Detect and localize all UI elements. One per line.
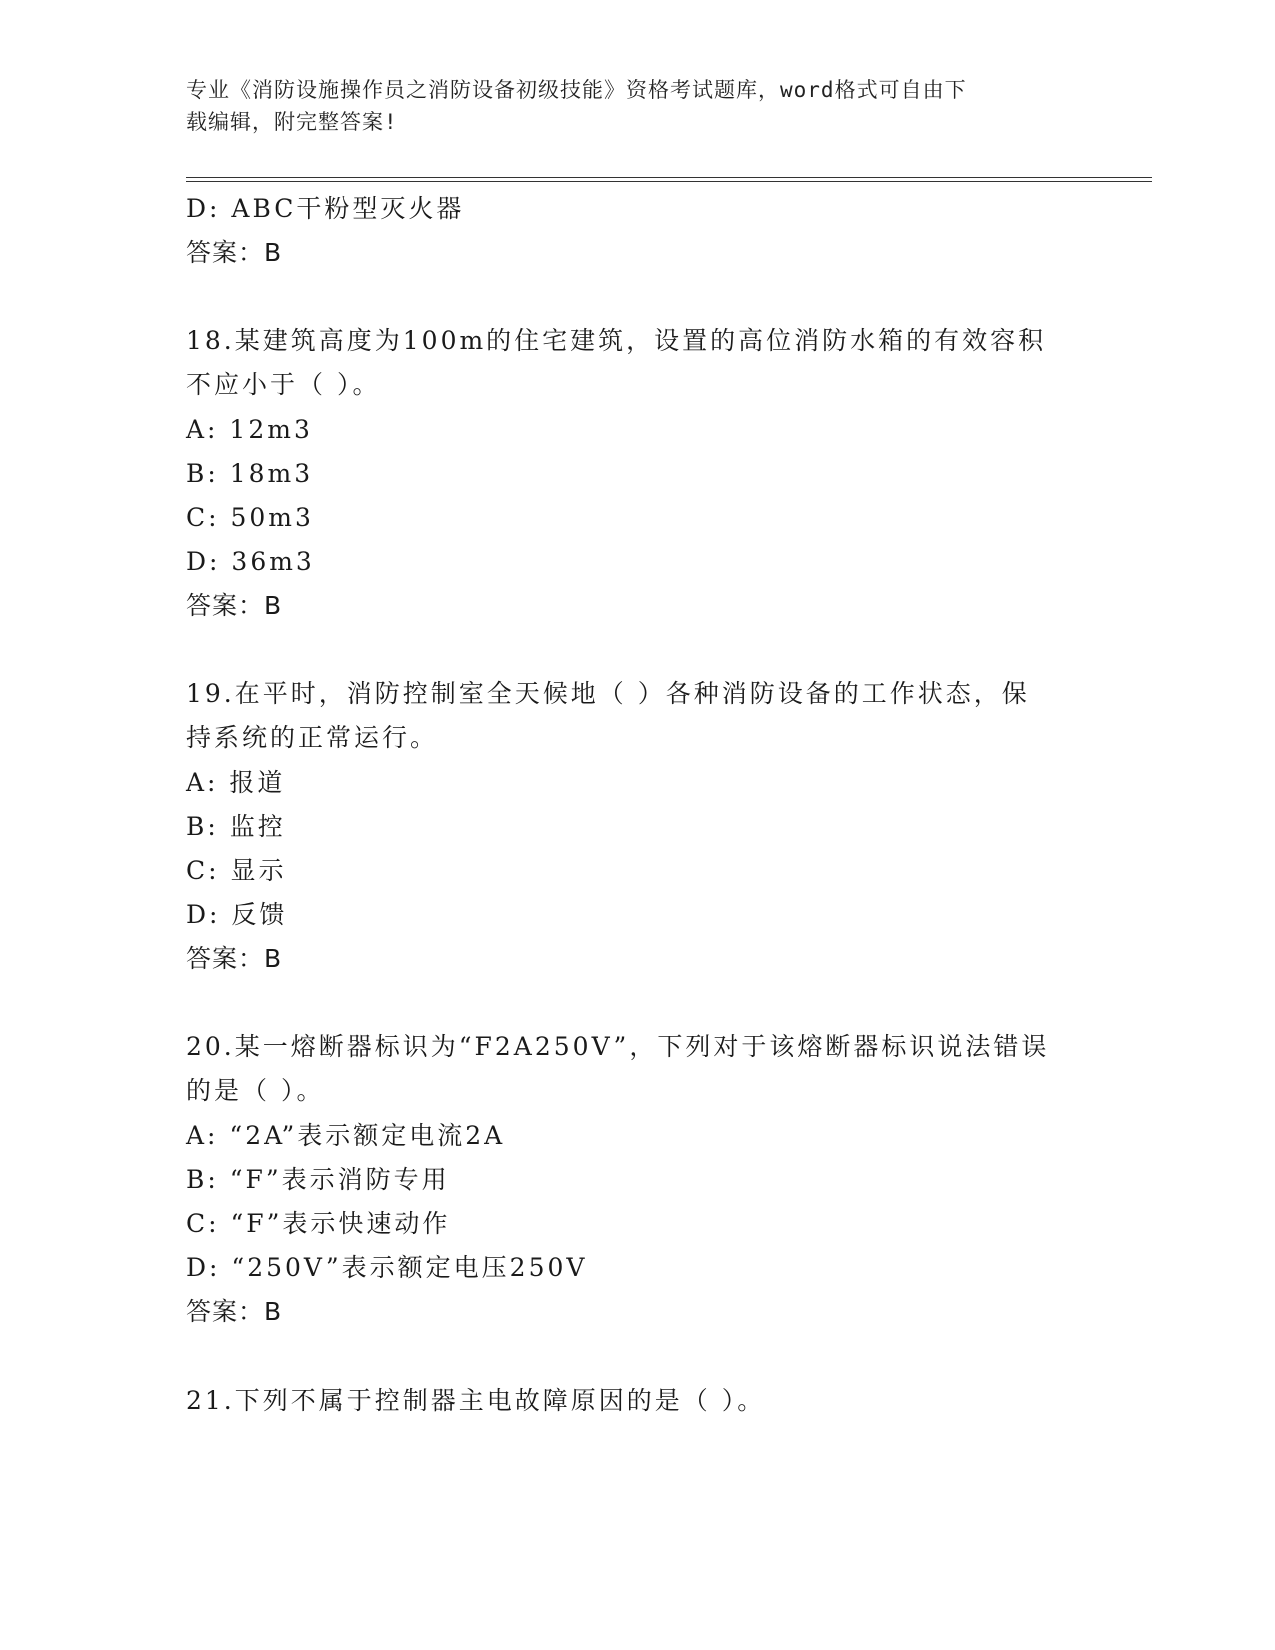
q20-option-c: C: “F”表示快速动作 (186, 1209, 451, 1238)
q19-stem-line-2: 持系统的正常运行。 (186, 723, 439, 752)
header-line-2: 载编辑，附完整答案! (186, 110, 398, 134)
q20-option-a: A: “2A”表示额定电流2A (186, 1121, 506, 1150)
q19-option-a: A: 报道 (186, 768, 286, 797)
q19-option-b: B: 监控 (186, 812, 286, 841)
q18-answer: 答案：B (186, 591, 283, 620)
q18-option-d: D: 36m3 (186, 547, 315, 576)
q19-option-c: C: 显示 (186, 856, 287, 885)
q20-answer: 答案：B (186, 1297, 283, 1326)
q20-option-d: D: “250V”表示额定电压250V (186, 1253, 588, 1282)
prev-option-d: D: ABC干粉型灭火器 (186, 194, 465, 223)
document-header (186, 74, 1066, 138)
q18-stem-line-1: 18.某建筑高度为100m的住宅建筑，设置的高位消防水箱的有效容积 (186, 326, 1047, 355)
prev-answer: 答案：B (186, 238, 283, 267)
q19-stem-line-1: 19.在平时，消防控制室全天候地（ ）各种消防设备的工作状态，保 (186, 679, 1030, 708)
q20-option-b: B: “F”表示消防专用 (186, 1165, 450, 1194)
header-divider-bottom (186, 181, 1152, 182)
q21-stem-line-1: 21.下列不属于控制器主电故障原因的是（ ）。 (186, 1386, 766, 1415)
q18-option-a: A: 12m3 (186, 415, 313, 444)
q19-option-d: D: 反馈 (186, 900, 288, 929)
header-divider-top (186, 177, 1152, 178)
q20-stem-line-2: 的是（ ）。 (186, 1076, 325, 1105)
q20-stem-line-1: 20.某一熔断器标识为“F2A250V”，下列对于该熔断器标识说法错误 (186, 1032, 1050, 1061)
q19-answer: 答案：B (186, 944, 283, 973)
q18-stem-line-2: 不应小于（ ）。 (186, 370, 381, 399)
header-line-1: 专业《消防设施操作员之消防设备初级技能》资格考试题库，word格式可自由下 (186, 78, 967, 102)
q18-option-b: B: 18m3 (186, 459, 314, 488)
q18-option-c: C: 50m3 (186, 503, 314, 532)
